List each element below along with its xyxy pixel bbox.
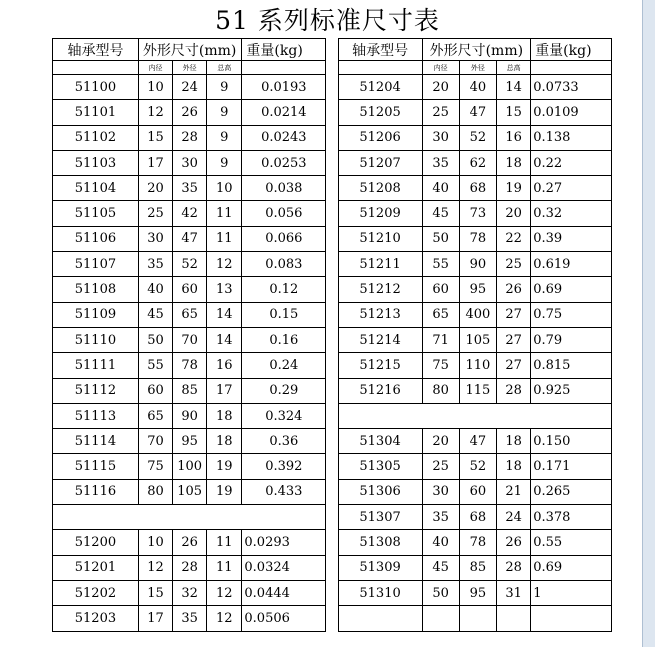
cell-outer-diameter: 35 (173, 606, 207, 631)
cell-outer-diameter: 28 (173, 555, 207, 580)
column-gap (326, 606, 338, 631)
cell-outer-diameter: 52 (459, 125, 496, 150)
cell-model: 51104 (53, 176, 139, 201)
cell-outer-diameter: 70 (173, 327, 207, 352)
column-gap (326, 378, 338, 403)
cell-model: 51113 (53, 403, 139, 428)
cell-weight: 0.36 (242, 429, 326, 454)
cell-inner-diameter: 10 (138, 530, 172, 555)
cell-model: 51310 (338, 580, 422, 605)
cell-total-height: 19 (207, 454, 242, 479)
cell-outer-diameter: 52 (459, 454, 496, 479)
cell-inner-diameter: 40 (422, 176, 459, 201)
cell-inner-diameter: 25 (422, 454, 459, 479)
cell-weight (531, 606, 612, 631)
cell-outer-diameter: 47 (173, 226, 207, 251)
cell-inner-diameter: 45 (422, 201, 459, 226)
column-gap (326, 302, 338, 327)
cell-inner-diameter: 15 (138, 125, 172, 150)
subheader-blank (338, 61, 422, 75)
cell-model: 51206 (338, 125, 422, 150)
column-gap (326, 100, 338, 125)
cell-outer-diameter: 68 (459, 505, 496, 530)
cell-outer-diameter: 42 (173, 201, 207, 226)
cell-outer-diameter: 110 (459, 353, 496, 378)
cell-model: 51308 (338, 530, 422, 555)
cell-inner-diameter: 80 (138, 479, 172, 504)
table-row (53, 353, 612, 378)
cell-inner-diameter: 80 (422, 378, 459, 403)
cell-outer-diameter: 35 (173, 176, 207, 201)
cell-weight: 0.75 (531, 302, 612, 327)
page-title: 51 系列标准尺寸表 (215, 6, 440, 35)
cell-outer-diameter: 40 (459, 75, 496, 100)
cell-outer-diameter: 47 (459, 429, 496, 454)
cell-weight: 0.0506 (242, 606, 326, 631)
cell-inner-diameter: 55 (422, 252, 459, 277)
cell-total-height: 26 (497, 530, 531, 555)
cell-outer-diameter: 73 (459, 201, 496, 226)
cell-inner-diameter: 60 (138, 378, 172, 403)
cell-weight: 0.32 (531, 201, 612, 226)
column-gap (326, 403, 338, 428)
cell-weight: 0.0733 (531, 75, 612, 100)
cell-weight: 0.0293 (242, 530, 326, 555)
cell-inner-diameter: 12 (138, 555, 172, 580)
cell-inner-diameter: 45 (422, 555, 459, 580)
cell-inner-diameter: 35 (422, 505, 459, 530)
cell-outer-diameter: 24 (173, 75, 207, 100)
cell-outer-diameter: 65 (173, 302, 207, 327)
cell-outer-diameter: 100 (173, 454, 207, 479)
cell-total-height: 18 (497, 429, 531, 454)
cell-total-height: 31 (497, 580, 531, 605)
cell-weight: 0.12 (242, 277, 326, 302)
cell-weight: 0.619 (531, 252, 612, 277)
table-header-row (53, 39, 612, 61)
cell-total-height: 14 (207, 327, 242, 352)
subheader-blank (242, 61, 326, 75)
column-gap (326, 353, 338, 378)
cell-total-height: 14 (207, 302, 242, 327)
cell-total-height: 12 (207, 606, 242, 631)
cell-outer-diameter: 85 (173, 378, 207, 403)
header-dims: 外形尺寸(mm) (138, 39, 242, 61)
cell-inner-diameter: 65 (422, 302, 459, 327)
cell-outer-diameter: 28 (173, 125, 207, 150)
cell-outer-diameter: 60 (459, 479, 496, 504)
cell-weight: 0.0214 (242, 100, 326, 125)
cell-model: 51116 (53, 479, 139, 504)
cell-model: 51210 (338, 226, 422, 251)
header-model: 轴承型号 (53, 39, 139, 61)
table-row (53, 302, 612, 327)
column-gap (326, 277, 338, 302)
cell-weight: 0.39 (531, 226, 612, 251)
cell-inner-diameter: 50 (422, 580, 459, 605)
cell-outer-diameter: 95 (173, 429, 207, 454)
cell-total-height: 21 (497, 479, 531, 504)
column-gap (326, 75, 338, 100)
cell-total-height: 24 (497, 505, 531, 530)
cell-model: 51102 (53, 125, 139, 150)
table-row (53, 125, 612, 150)
cell-model: 51309 (338, 555, 422, 580)
cell-model (338, 606, 422, 631)
cell-weight: 0.0253 (242, 150, 326, 175)
cell-weight: 0.038 (242, 176, 326, 201)
header-weight: 重量(kg) (531, 39, 612, 61)
subheader-height: 总高 (207, 61, 242, 75)
cell-model: 51213 (338, 302, 422, 327)
cell-model: 51200 (53, 530, 139, 555)
cell-outer-diameter: 78 (459, 530, 496, 555)
cell-weight: 0.69 (531, 555, 612, 580)
cell-outer-diameter: 32 (173, 580, 207, 605)
cell-model: 51107 (53, 252, 139, 277)
cell-weight: 0.55 (531, 530, 612, 555)
empty-span-cell (338, 403, 611, 428)
cell-inner-diameter: 60 (422, 277, 459, 302)
cell-model: 51111 (53, 353, 139, 378)
cell-weight: 0.27 (531, 176, 612, 201)
cell-inner-diameter: 30 (422, 125, 459, 150)
cell-model: 51105 (53, 201, 139, 226)
cell-inner-diameter: 50 (422, 226, 459, 251)
cell-total-height: 18 (207, 429, 242, 454)
cell-model: 51106 (53, 226, 139, 251)
cell-total-height: 15 (497, 100, 531, 125)
cell-outer-diameter: 78 (173, 353, 207, 378)
cell-weight: 1 (531, 580, 612, 605)
cell-total-height: 11 (207, 530, 242, 555)
cell-total-height: 12 (207, 252, 242, 277)
cell-outer-diameter (459, 606, 496, 631)
cell-weight: 0.15 (242, 302, 326, 327)
table-row (53, 277, 612, 302)
cell-outer-diameter: 26 (173, 100, 207, 125)
table-row (53, 580, 612, 605)
subheader-inner: 内径 (422, 61, 459, 75)
cell-inner-diameter: 30 (422, 479, 459, 504)
cell-total-height: 19 (497, 176, 531, 201)
column-gap (326, 61, 338, 75)
cell-total-height: 28 (497, 378, 531, 403)
cell-total-height: 9 (207, 75, 242, 100)
cell-weight: 0.433 (242, 479, 326, 504)
column-gap (326, 429, 338, 454)
cell-total-height: 18 (207, 403, 242, 428)
cell-inner-diameter: 40 (138, 277, 172, 302)
table-row (53, 226, 612, 251)
cell-weight: 0.0109 (531, 100, 612, 125)
cell-outer-diameter: 62 (459, 150, 496, 175)
cell-outer-diameter: 78 (459, 226, 496, 251)
cell-total-height: 27 (497, 353, 531, 378)
cell-inner-diameter: 40 (422, 530, 459, 555)
cell-weight: 0.79 (531, 327, 612, 352)
header-dims: 外形尺寸(mm) (422, 39, 531, 61)
subheader-outer: 外径 (173, 61, 207, 75)
cell-weight: 0.150 (531, 429, 612, 454)
cell-model: 51108 (53, 277, 139, 302)
cell-outer-diameter: 85 (459, 555, 496, 580)
cell-outer-diameter: 30 (173, 150, 207, 175)
cell-inner-diameter: 75 (138, 454, 172, 479)
cell-total-height: 22 (497, 226, 531, 251)
cell-weight: 0.056 (242, 201, 326, 226)
cell-inner-diameter (422, 606, 459, 631)
cell-inner-diameter: 75 (422, 353, 459, 378)
cell-inner-diameter: 25 (138, 201, 172, 226)
subheader-inner: 内径 (138, 61, 172, 75)
cell-model: 51101 (53, 100, 139, 125)
cell-model: 51205 (338, 100, 422, 125)
table-row (53, 403, 612, 428)
cell-inner-diameter: 55 (138, 353, 172, 378)
cell-inner-diameter: 15 (138, 580, 172, 605)
table-row (53, 505, 612, 530)
column-gap (326, 580, 338, 605)
table-row (53, 176, 612, 201)
column-gap (326, 479, 338, 504)
cell-weight: 0.69 (531, 277, 612, 302)
cell-model: 51211 (338, 252, 422, 277)
cell-total-height: 27 (497, 302, 531, 327)
cell-weight: 0.22 (531, 150, 612, 175)
cell-total-height: 12 (207, 580, 242, 605)
cell-inner-diameter: 17 (138, 150, 172, 175)
column-gap (326, 505, 338, 530)
cell-weight: 0.138 (531, 125, 612, 150)
cell-total-height: 14 (497, 75, 531, 100)
cell-outer-diameter: 105 (459, 327, 496, 352)
cell-model: 51215 (338, 353, 422, 378)
cell-model: 51112 (53, 378, 139, 403)
cell-weight: 0.0444 (242, 580, 326, 605)
cell-model: 51109 (53, 302, 139, 327)
subheader-blank (53, 61, 139, 75)
table-row (53, 75, 612, 100)
cell-outer-diameter: 95 (459, 580, 496, 605)
subheader-height: 总高 (497, 61, 531, 75)
cell-inner-diameter: 45 (138, 302, 172, 327)
cell-total-height: 11 (207, 201, 242, 226)
column-gap (326, 555, 338, 580)
table-subheader-row (53, 61, 612, 75)
column-gap (326, 226, 338, 251)
cell-model: 51202 (53, 580, 139, 605)
table-row (53, 150, 612, 175)
cell-weight: 0.265 (531, 479, 612, 504)
cell-total-height: 16 (497, 125, 531, 150)
table-row (53, 201, 612, 226)
cell-total-height: 9 (207, 150, 242, 175)
cell-inner-diameter: 20 (422, 75, 459, 100)
empty-span-cell (53, 505, 326, 530)
table-row (53, 479, 612, 504)
cell-total-height: 11 (207, 226, 242, 251)
column-gap (326, 176, 338, 201)
cell-inner-diameter: 35 (138, 252, 172, 277)
cell-inner-diameter: 70 (138, 429, 172, 454)
cell-model: 51207 (338, 150, 422, 175)
cell-total-height: 28 (497, 555, 531, 580)
cell-inner-diameter: 17 (138, 606, 172, 631)
cell-outer-diameter: 60 (173, 277, 207, 302)
header-weight: 重量(kg) (242, 39, 326, 61)
cell-total-height: 11 (207, 555, 242, 580)
table-row (53, 100, 612, 125)
table-row (53, 530, 612, 555)
cell-model: 51115 (53, 454, 139, 479)
subheader-outer: 外径 (459, 61, 496, 75)
cell-outer-diameter: 115 (459, 378, 496, 403)
cell-weight: 0.392 (242, 454, 326, 479)
cell-model: 51212 (338, 277, 422, 302)
column-gap (326, 39, 338, 61)
cell-inner-diameter: 10 (138, 75, 172, 100)
cell-model: 51204 (338, 75, 422, 100)
bearing-size-table (52, 38, 612, 632)
column-gap (326, 327, 338, 352)
cell-model: 51307 (338, 505, 422, 530)
cell-total-height: 27 (497, 327, 531, 352)
column-gap (326, 530, 338, 555)
cell-model: 51305 (338, 454, 422, 479)
cell-inner-diameter: 50 (138, 327, 172, 352)
cell-outer-diameter: 105 (173, 479, 207, 504)
cell-total-height: 17 (207, 378, 242, 403)
cell-weight: 0.24 (242, 353, 326, 378)
cell-inner-diameter: 12 (138, 100, 172, 125)
column-gap (326, 125, 338, 150)
cell-outer-diameter: 400 (459, 302, 496, 327)
cell-inner-diameter: 25 (422, 100, 459, 125)
cell-outer-diameter: 90 (173, 403, 207, 428)
cell-model: 51103 (53, 150, 139, 175)
cell-weight: 0.324 (242, 403, 326, 428)
cell-model: 51214 (338, 327, 422, 352)
cell-model: 51203 (53, 606, 139, 631)
cell-model: 51114 (53, 429, 139, 454)
column-gap (326, 454, 338, 479)
cell-model: 51306 (338, 479, 422, 504)
cell-weight: 0.066 (242, 226, 326, 251)
cell-model: 51100 (53, 75, 139, 100)
cell-inner-diameter: 65 (138, 403, 172, 428)
table-row (53, 454, 612, 479)
cell-weight: 0.0193 (242, 75, 326, 100)
column-gap (326, 150, 338, 175)
cell-outer-diameter: 68 (459, 176, 496, 201)
cell-total-height: 9 (207, 125, 242, 150)
cell-total-height: 18 (497, 454, 531, 479)
header-model: 轴承型号 (338, 39, 422, 61)
table-row (53, 378, 612, 403)
cell-total-height: 10 (207, 176, 242, 201)
cell-total-height: 13 (207, 277, 242, 302)
cell-inner-diameter: 71 (422, 327, 459, 352)
cell-total-height: 19 (207, 479, 242, 504)
cell-model: 51201 (53, 555, 139, 580)
cell-weight: 0.171 (531, 454, 612, 479)
cell-weight: 0.083 (242, 252, 326, 277)
cell-weight: 0.16 (242, 327, 326, 352)
column-gap (326, 252, 338, 277)
cell-model: 51304 (338, 429, 422, 454)
column-gap (326, 201, 338, 226)
cell-model: 51208 (338, 176, 422, 201)
table-row (53, 252, 612, 277)
cell-total-height (497, 606, 531, 631)
cell-outer-diameter: 47 (459, 100, 496, 125)
cell-total-height: 16 (207, 353, 242, 378)
cell-total-height: 20 (497, 201, 531, 226)
cell-total-height: 18 (497, 150, 531, 175)
table-row (53, 606, 612, 631)
cell-outer-diameter: 52 (173, 252, 207, 277)
cell-weight: 0.29 (242, 378, 326, 403)
cell-inner-diameter: 20 (138, 176, 172, 201)
cell-weight: 0.815 (531, 353, 612, 378)
page-edge (642, 0, 655, 647)
cell-model: 51209 (338, 201, 422, 226)
table-row (53, 555, 612, 580)
cell-total-height: 9 (207, 100, 242, 125)
cell-outer-diameter: 95 (459, 277, 496, 302)
cell-weight: 0.925 (531, 378, 612, 403)
cell-inner-diameter: 35 (422, 150, 459, 175)
cell-total-height: 25 (497, 252, 531, 277)
table-row (53, 429, 612, 454)
cell-model: 51110 (53, 327, 139, 352)
cell-outer-diameter: 90 (459, 252, 496, 277)
subheader-blank (531, 61, 612, 75)
cell-weight: 0.0243 (242, 125, 326, 150)
cell-weight: 0.0324 (242, 555, 326, 580)
cell-outer-diameter: 26 (173, 530, 207, 555)
cell-weight: 0.378 (531, 505, 612, 530)
cell-total-height: 26 (497, 277, 531, 302)
cell-inner-diameter: 30 (138, 226, 172, 251)
cell-model: 51216 (338, 378, 422, 403)
table-row (53, 327, 612, 352)
cell-inner-diameter: 20 (422, 429, 459, 454)
